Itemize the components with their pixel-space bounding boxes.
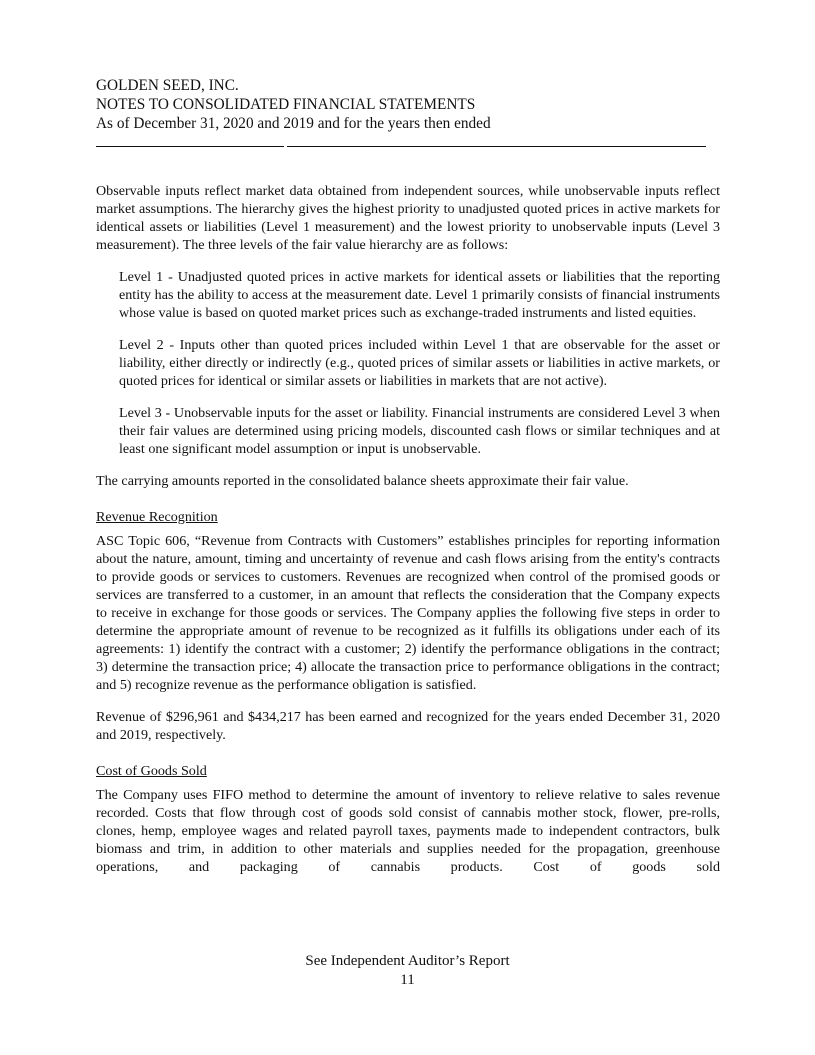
- fair-value-closing: The carrying amounts reported in the consolidated balance sheets approximate their fair value.: [96, 473, 629, 489]
- revenue-recognition-paragraph: ASC Topic 606, “Revenue from Contracts with Customers” establishes principles for reporting information about the nature, amount, timing and uncertainty of revenue and cash flows arising from the entity's contracts to provide goods or services to customers. Revenues are recognized when control of the promised goods or services are transferred to a customer, in an amount that reflects the consideration that the Company expects to receive in exchange for those goods or services. The Company applies the following five steps in order to determine the appropriate amount of revenue to be recognized as it fulfills its obligations under each of its agreements: 1) identify the contract with a customer; 2) identify the performance obligations in the contract; 3) determine the transaction price; 4) allocate the transaction price to performance obligations in the contract; and 5) recognize revenue as the performance obligation is satisfied.: [96, 533, 720, 693]
- level-3-description: Level 3 - Unobservable inputs for the asset or liability. Financial instruments are considered Level 3 when their fair values are determined using pricing models, discounted cash flows or similar techniques and at least one significant model assumption or input is unobservable.: [119, 405, 720, 457]
- fair-value-intro: Observable inputs reflect market data obtained from independent sources, while unobservable inputs reflect market assumptions. The hierarchy gives the highest priority to unadjusted quoted prices in active markets for identical assets or liabilities (Level 1 measurement) and the lowest priority to unobservable inputs (Level 3 measurement). The three levels of the fair value hierarchy are as follows:: [96, 183, 720, 253]
- reporting-period: As of December 31, 2020 and 2019 and for the years then ended: [96, 115, 491, 132]
- divider-segment: [96, 146, 284, 147]
- company-name: GOLDEN SEED, INC.: [96, 77, 239, 94]
- header-divider: [96, 146, 706, 147]
- divider-segment: [287, 146, 706, 147]
- page-footer: [0, 952, 815, 990]
- document-body: [96, 182, 720, 876]
- auditor-report-note: See Independent Auditor’s Report: [305, 953, 510, 969]
- level-2-description: Level 2 - Inputs other than quoted prices included within Level 1 that are observable for the asset or liability, either directly or indirectly (e.g., quoted prices of similar assets or liabilities in active markets, or quoted prices for identical or similar assets or liabilities in markets that are not active).: [119, 337, 720, 389]
- document-header: [96, 76, 720, 147]
- document-page: [96, 76, 720, 876]
- revenue-recognition-heading: Revenue Recognition: [96, 509, 218, 525]
- document-title: NOTES TO CONSOLIDATED FINANCIAL STATEMENTS: [96, 96, 476, 113]
- revenue-amounts-paragraph: Revenue of $296,961 and $434,217 has been earned and recognized for the years ended December 31, 2020 and 2019, respectively.: [96, 709, 720, 743]
- cost-of-goods-sold-heading: Cost of Goods Sold: [96, 763, 207, 779]
- level-1-description: Level 1 - Unadjusted quoted prices in active markets for identical assets or liabilities that the reporting entity has the ability to access at the measurement date. Level 1 primarily consists of financial instruments whose value is based on quoted market prices such as exchange-traded instruments and listed equities.: [119, 269, 720, 321]
- page-number: 11: [400, 972, 415, 988]
- cost-of-goods-sold-paragraph: The Company uses FIFO method to determine the amount of inventory to relieve relative to sales revenue recorded. Costs that flow through cost of goods sold consist of cannabis mother stock, flower, pre-rolls, clones, hemp, employee wages and related payroll taxes, payments made to independent contractors, bulk biomass and trim, in addition to other materials and supplies needed for the propagation, greenhouse operations, and packaging of cannabis products. Cost of goods sold: [96, 787, 720, 875]
